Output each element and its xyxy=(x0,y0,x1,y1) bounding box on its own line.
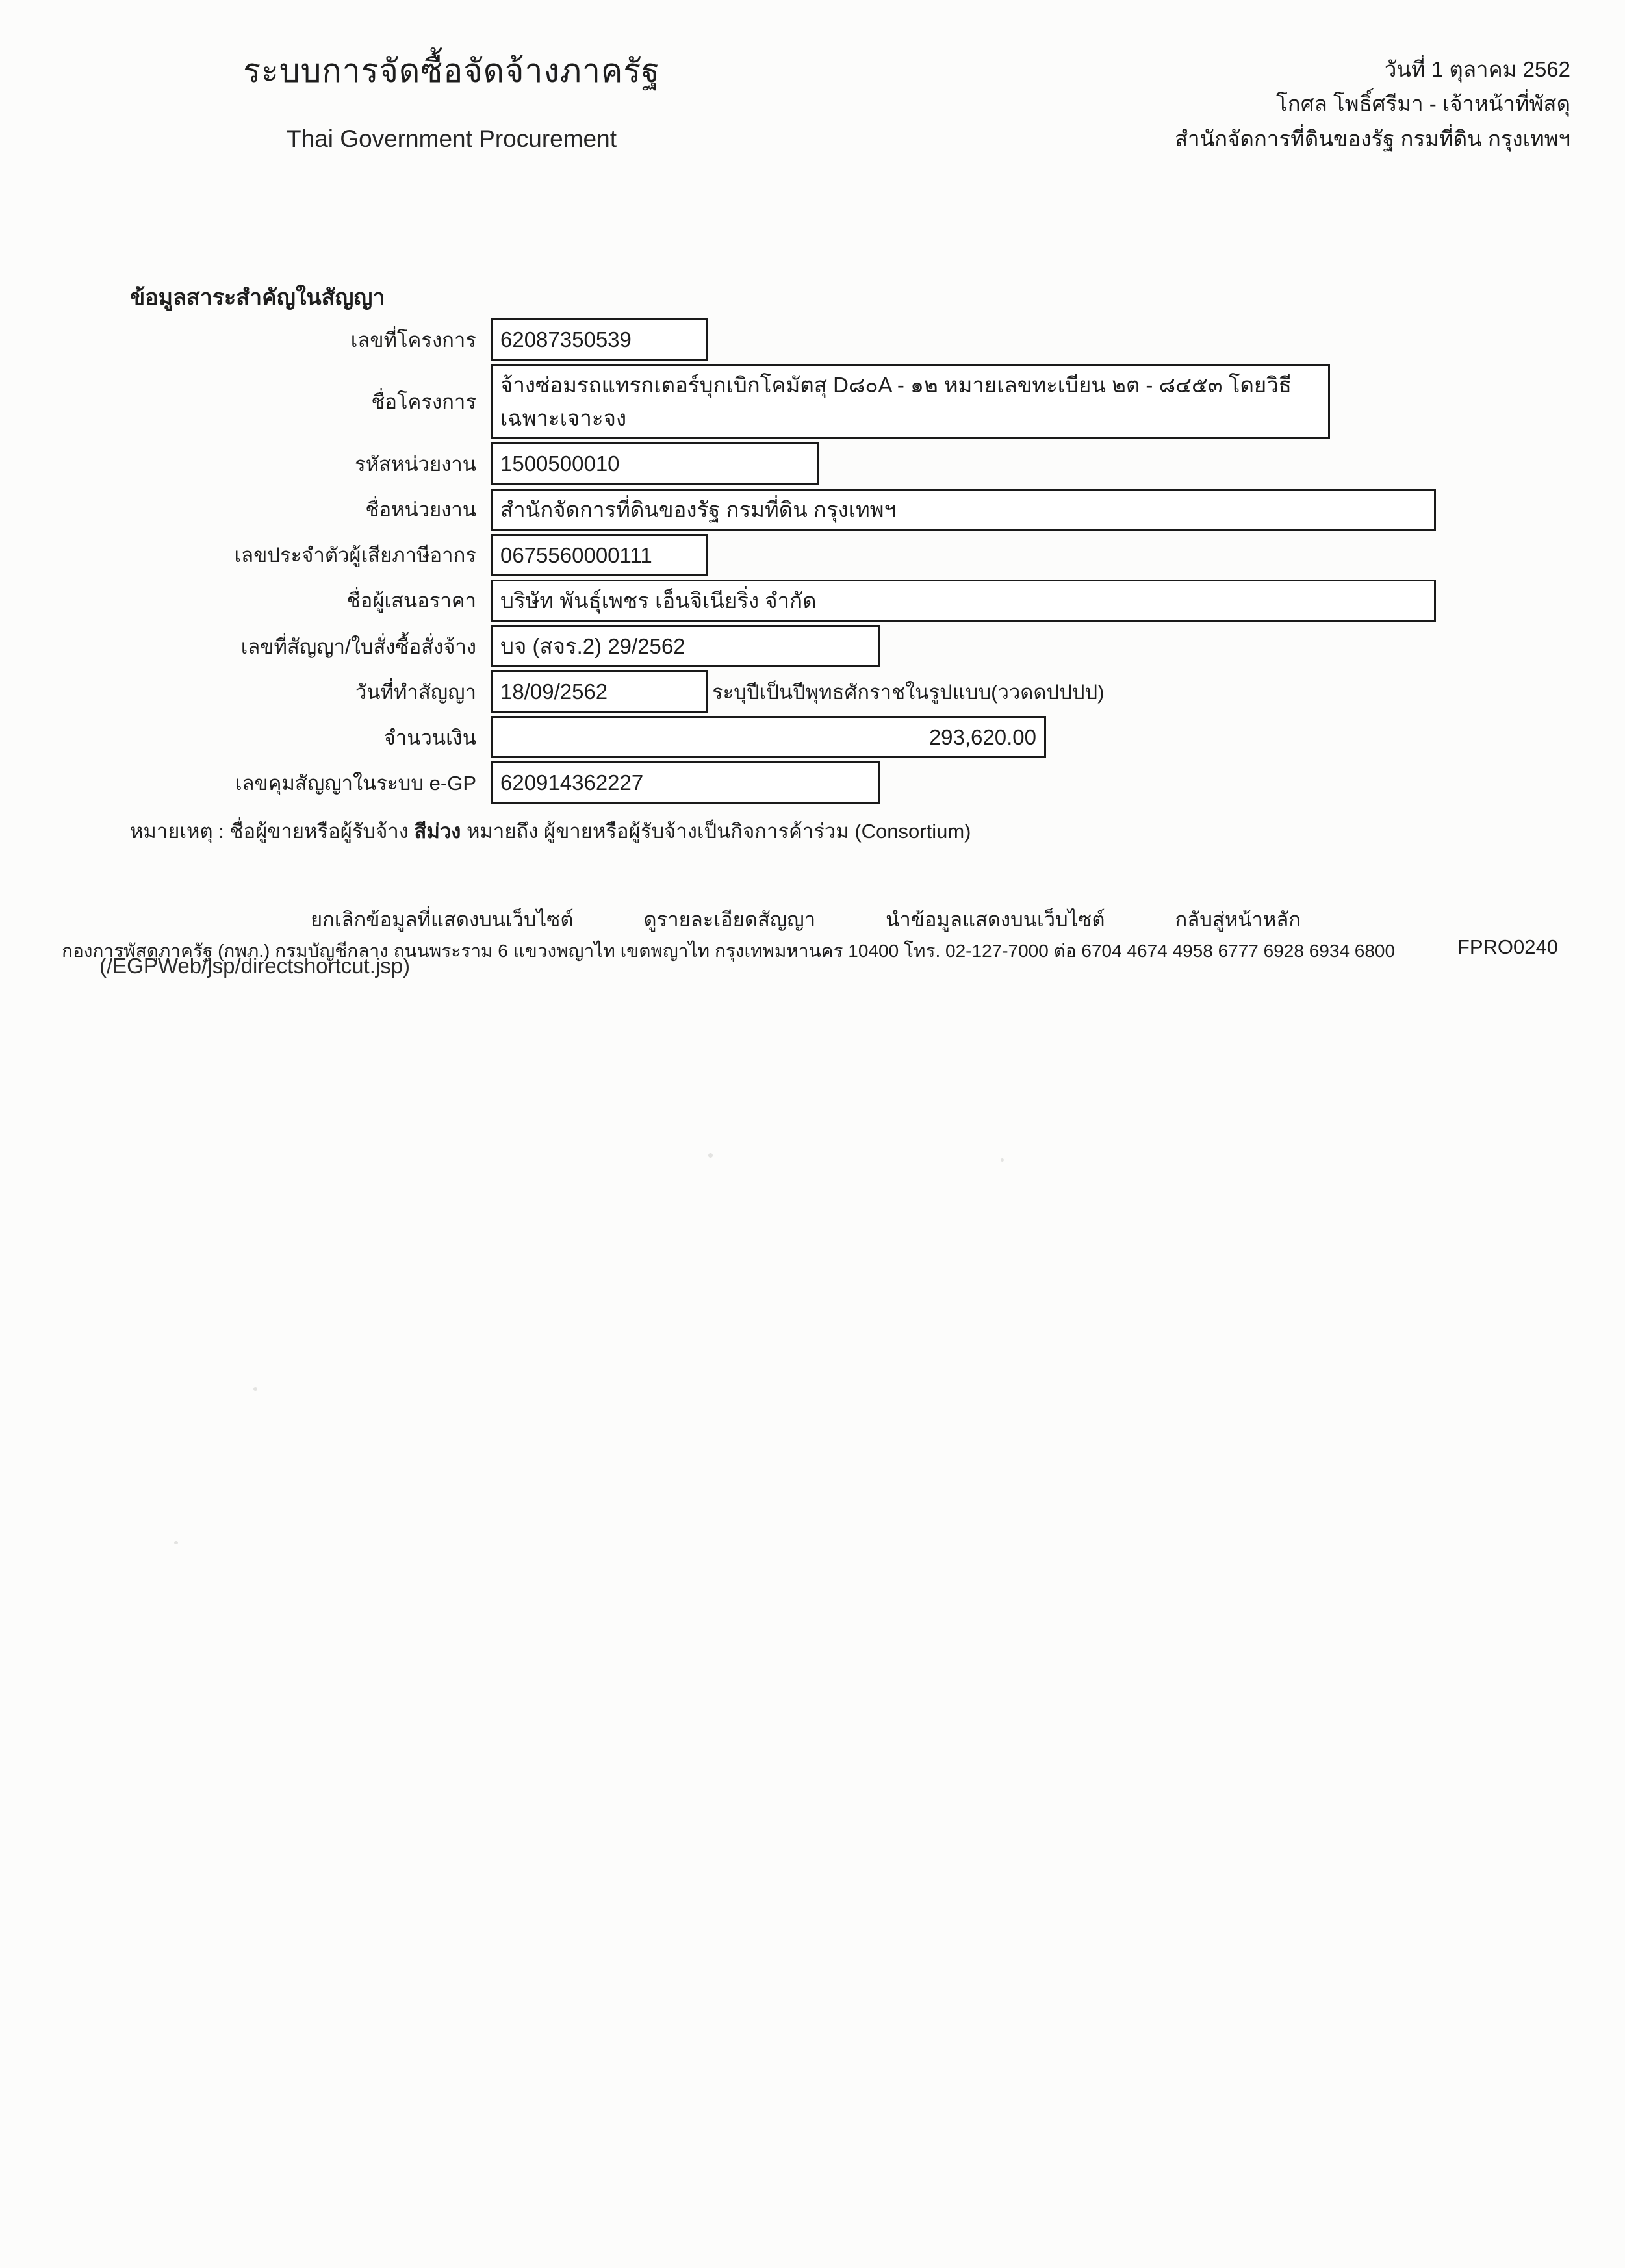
view-contract-detail-button[interactable]: ดูรายละเอียดสัญญา xyxy=(643,908,816,931)
footer-address: กองการพัสดุภาครัฐ (กพภ.) กรมบัญชีกลาง ถนนพระราม 6 แขวงพญาไท เขตพญาไท กรุงเทพมหานคร 10400 โทร. 02-127-7000 ต่อ 6704 4674 4958 6777 6928 6934 6800 xyxy=(62,941,1396,961)
contract-form xyxy=(0,318,1625,936)
project-name-field[interactable]: จ้างซ่อมรถแทรกเตอร์บุกเบิกโคมัตสุ D๘๐A - ๑๒ หมายเลขทะเบียน ๒ต - ๘๔๕๓ โดยวิธีเฉพาะเจาะจง xyxy=(491,364,1330,439)
scan-speck xyxy=(1001,1158,1004,1162)
egp-contract-number-label: เลขคุมสัญญาในระบบ e-GP xyxy=(235,771,476,795)
app-header xyxy=(166,45,737,153)
scan-speck xyxy=(174,1541,178,1544)
scan-speck xyxy=(253,1387,257,1391)
form-row xyxy=(0,364,1625,439)
amount-field[interactable]: 293,620.00 xyxy=(491,716,1046,758)
session-info xyxy=(1175,52,1570,156)
agency-name-label: ชื่อหน่วยงาน xyxy=(365,498,476,522)
contract-number-field[interactable]: บจ (สจร.2) 29/2562 xyxy=(491,625,880,667)
form-row xyxy=(0,716,1625,758)
current-date: วันที่ 1 ตุลาคม 2562 xyxy=(1384,57,1570,81)
contract-date-format-hint: ระบุปีเป็นปีพุทธศักราชในรูปแบบ(ววดดปปปป) xyxy=(712,680,1105,704)
egp-contract-number-field[interactable]: 620914362227 xyxy=(491,761,880,804)
amount-label: จำนวนเงิน xyxy=(383,726,476,749)
publish-web-display-button[interactable]: นำข้อมูลแสดงบนเว็บไซต์ xyxy=(886,908,1105,931)
user-agency: สำนักจัดการที่ดินของรัฐ กรมที่ดิน กรุงเทพฯ xyxy=(1174,126,1570,151)
logged-in-user: โกศล โพธิ์ศรีมา - เจ้าหน้าที่พัสดุ xyxy=(1275,92,1570,116)
note-prefix: หมายเหตุ : ชื่อผู้ขายหรือผู้รับจ้าง xyxy=(130,819,415,843)
project-name-label: ชื่อโครงการ xyxy=(371,390,476,414)
section-title: ข้อมูลสาระสำคัญในสัญญา xyxy=(130,285,385,310)
consortium-note xyxy=(130,815,1625,847)
app-title-thai: ระบบการจัดซื้อจัดจ้างภาครัฐ xyxy=(243,53,660,89)
project-number-label: เลขที่โครงการ xyxy=(350,328,476,351)
form-row xyxy=(0,489,1625,531)
cancel-web-display-button[interactable]: ยกเลิกข้อมูลที่แสดงบนเว็บไซต์ xyxy=(311,908,574,931)
form-row xyxy=(0,318,1625,361)
form-row xyxy=(0,761,1625,804)
form-row xyxy=(0,534,1625,576)
page-footer xyxy=(62,936,1563,978)
form-row xyxy=(0,625,1625,667)
bidder-name-field[interactable]: บริษัท พันธุ์เพชร เอ็นจิเนียริ่ง จำกัด xyxy=(491,580,1436,622)
form-code: FPRO0240 xyxy=(1457,936,1558,958)
contract-number-label: เลขที่สัญญา/ใบสั่งซื้อสั่งจ้าง xyxy=(240,635,476,658)
bidder-name-label: ชื่อผู้เสนอราคา xyxy=(346,589,476,613)
form-row xyxy=(0,670,1625,713)
action-bar xyxy=(311,903,1625,936)
taxpayer-id-field[interactable]: 0675560000111 xyxy=(491,534,708,576)
note-suffix: หมายถึง ผู้ขายหรือผู้รับจ้างเป็นกิจการค้าร่วม (Consortium) xyxy=(461,819,971,843)
note-highlight: สีม่วง xyxy=(414,819,461,843)
contract-date-label: วันที่ทำสัญญา xyxy=(355,680,476,704)
project-number-field[interactable]: 62087350539 xyxy=(491,318,708,361)
agency-code-label: รหัสหน่วยงาน xyxy=(355,452,476,476)
form-row xyxy=(0,580,1625,622)
footer-url: (/EGPWeb/jsp/directshortcut.jsp) xyxy=(99,954,411,978)
agency-name-field[interactable]: สำนักจัดการที่ดินของรัฐ กรมที่ดิน กรุงเทพฯ xyxy=(491,489,1436,531)
back-home-button[interactable]: กลับสู่หน้าหลัก xyxy=(1175,908,1301,931)
form-row xyxy=(0,442,1625,485)
contract-date-field[interactable]: 18/09/2562 xyxy=(491,670,708,713)
agency-code-field[interactable]: 1500500010 xyxy=(491,442,819,485)
app-title-english: Thai Government Procurement xyxy=(287,125,617,152)
taxpayer-id-label: เลขประจำตัวผู้เสียภาษีอากร xyxy=(234,544,476,567)
scan-speck xyxy=(708,1153,713,1158)
